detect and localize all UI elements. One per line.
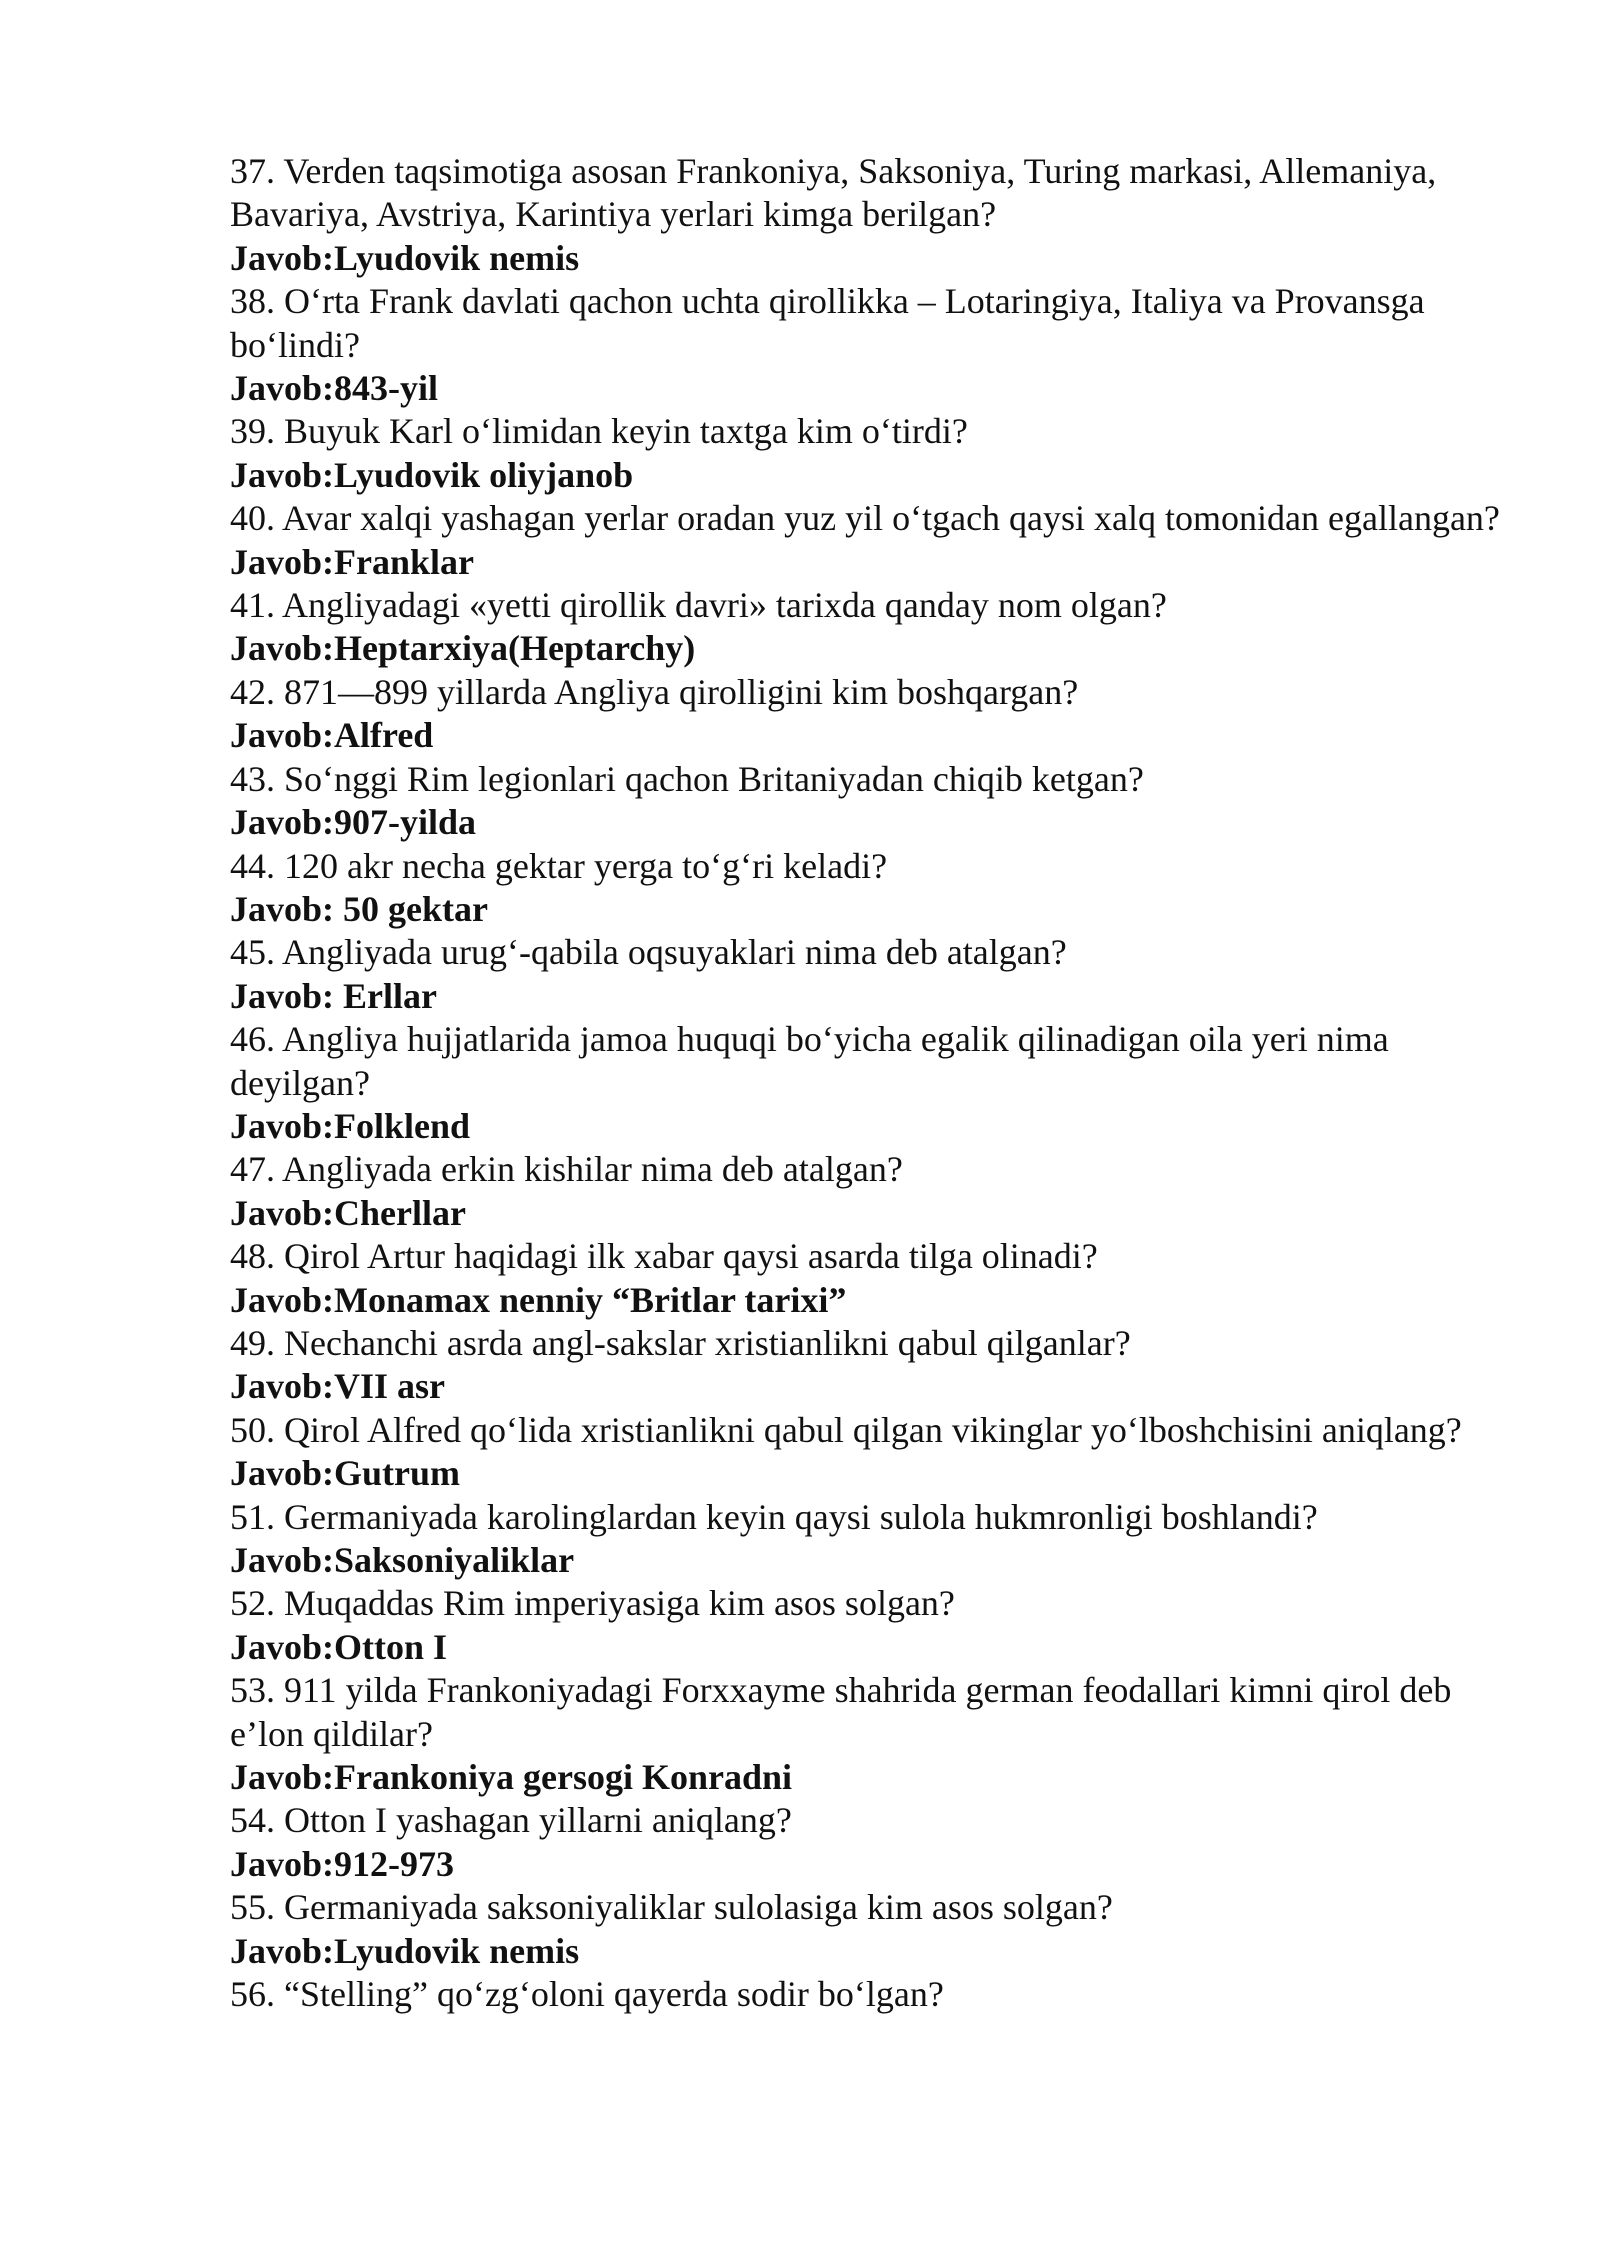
- question-38: 38. O‘rta Frank davlati qachon uchta qirollikka – Lotaringiya, Italiya va Provansga bo‘lindi?: [230, 281, 1425, 365]
- answer-40: Javob:Franklar: [230, 541, 475, 582]
- qa-item-45: [230, 931, 1510, 1018]
- question-39: 39. Buyuk Karl o‘limidan keyin taxtga kim o‘tirdi?: [230, 411, 968, 452]
- qa-item-46: [230, 1018, 1510, 1148]
- question-40: 40. Avar xalqi yashagan yerlar oradan yuz yil o‘tgach qaysi xalq tomonidan egallangan?: [230, 498, 1500, 539]
- qa-item-41: [230, 584, 1510, 671]
- answer-44: Javob: 50 gektar: [230, 888, 488, 929]
- qa-item-49: [230, 1322, 1510, 1409]
- question-52: 52. Muqaddas Rim imperiyasiga kim asos solgan?: [230, 1583, 955, 1624]
- question-50: 50. Qirol Alfred qo‘lida xristianlikni qabul qilgan vikinglar yo‘lboshchisini aniqlang?: [230, 1409, 1462, 1450]
- question-49: 49. Nechanchi asrda angl-sakslar xristianlikni qabul qilganlar?: [230, 1322, 1131, 1363]
- qa-item-52: [230, 1582, 1510, 1669]
- question-41: 41. Angliyadagi «yetti qirollik davri» tarixda qanday nom olgan?: [230, 585, 1167, 626]
- answer-39: Javob:Lyudovik oliyjanob: [230, 454, 634, 495]
- answer-55: Javob:Lyudovik nemis: [230, 1930, 580, 1971]
- answer-54: Javob:912-973: [230, 1843, 454, 1884]
- qa-item-40: [230, 497, 1510, 584]
- qa-item-50: [230, 1409, 1510, 1496]
- qa-item-55: [230, 1886, 1510, 1973]
- question-53: 53. 911 yilda Frankoniyadagi Forxxayme shahrida german feodallari kimni qirol deb e’lon qildilar?: [230, 1670, 1452, 1754]
- qa-item-43: [230, 758, 1510, 845]
- answer-48: Javob:Monamax nenniy “Britlar tarixi”: [230, 1279, 847, 1320]
- qa-item-56: [230, 1973, 1510, 2016]
- answer-51: Javob:Saksoniyaliklar: [230, 1540, 575, 1580]
- question-45: 45. Angliyada urug‘-qabila oqsuyaklari nima deb atalgan?: [230, 932, 1067, 973]
- question-46: 46. Angliya hujjatlarida jamoa huquqi bo‘yicha egalik qilinadigan oila yeri nima deyilgan?: [230, 1019, 1389, 1103]
- qa-item-42: [230, 671, 1510, 758]
- answer-50: Javob:Gutrum: [230, 1453, 461, 1494]
- answer-47: Javob:Cherllar: [230, 1192, 466, 1233]
- qa-list: [230, 150, 1510, 2016]
- qa-item-39: [230, 410, 1510, 497]
- qa-item-44: [230, 845, 1510, 932]
- answer-46: Javob:Folklend: [230, 1105, 471, 1146]
- question-42: 42. 871—899 yillarda Angliya qirolligini kim boshqargan?: [230, 671, 1079, 712]
- answer-53: Javob:Frankoniya gersogi Konradni: [230, 1757, 793, 1798]
- question-44: 44. 120 akr necha gektar yerga to‘g‘ri keladi?: [230, 845, 888, 886]
- qa-item-54: [230, 1799, 1510, 1886]
- answer-37: Javob:Lyudovik nemis: [230, 237, 580, 278]
- question-37: 37. Verden taqsimotiga asosan Frankoniya, Saksoniya, Turing markasi, Allemaniya, Bavariya, Avstriya, Karintiya yerlari kimga berilgan?: [230, 151, 1437, 235]
- qa-item-53: [230, 1669, 1510, 1799]
- answer-41: Javob:Heptarxiya(Heptarchy): [230, 628, 696, 669]
- answer-49: Javob:VII asr: [230, 1366, 446, 1407]
- answer-42: Javob:Alfred: [230, 715, 434, 756]
- qa-item-48: [230, 1235, 1510, 1322]
- question-47: 47. Angliyada erkin kishilar nima deb atalgan?: [230, 1149, 903, 1190]
- qa-item-37: [230, 150, 1510, 280]
- question-48: 48. Qirol Artur haqidagi ilk xabar qaysi asarda tilga olinadi?: [230, 1236, 1098, 1277]
- qa-item-51: [230, 1496, 1510, 1583]
- answer-43: Javob:907-yilda: [230, 802, 477, 843]
- question-43: 43. So‘nggi Rim legionlari qachon Britaniyadan chiqib ketgan?: [230, 758, 1144, 799]
- question-54: 54. Otton I yashagan yillarni aniqlang?: [230, 1800, 792, 1841]
- question-55: 55. Germaniyada saksoniyaliklar sulolasiga kim asos solgan?: [230, 1887, 1113, 1928]
- answer-38: Javob:843-yil: [230, 368, 439, 409]
- question-56: 56. “Stelling” qo‘zg‘oloni qayerda sodir bo‘lgan?: [230, 1974, 944, 2015]
- answer-52: Javob:Otton I: [230, 1626, 448, 1667]
- question-51: 51. Germaniyada karolinglardan keyin qaysi sulola hukmronligi boshlandi?: [230, 1496, 1318, 1537]
- qa-item-47: [230, 1148, 1510, 1235]
- qa-item-38: [230, 280, 1510, 410]
- answer-45: Javob: Erllar: [230, 975, 437, 1016]
